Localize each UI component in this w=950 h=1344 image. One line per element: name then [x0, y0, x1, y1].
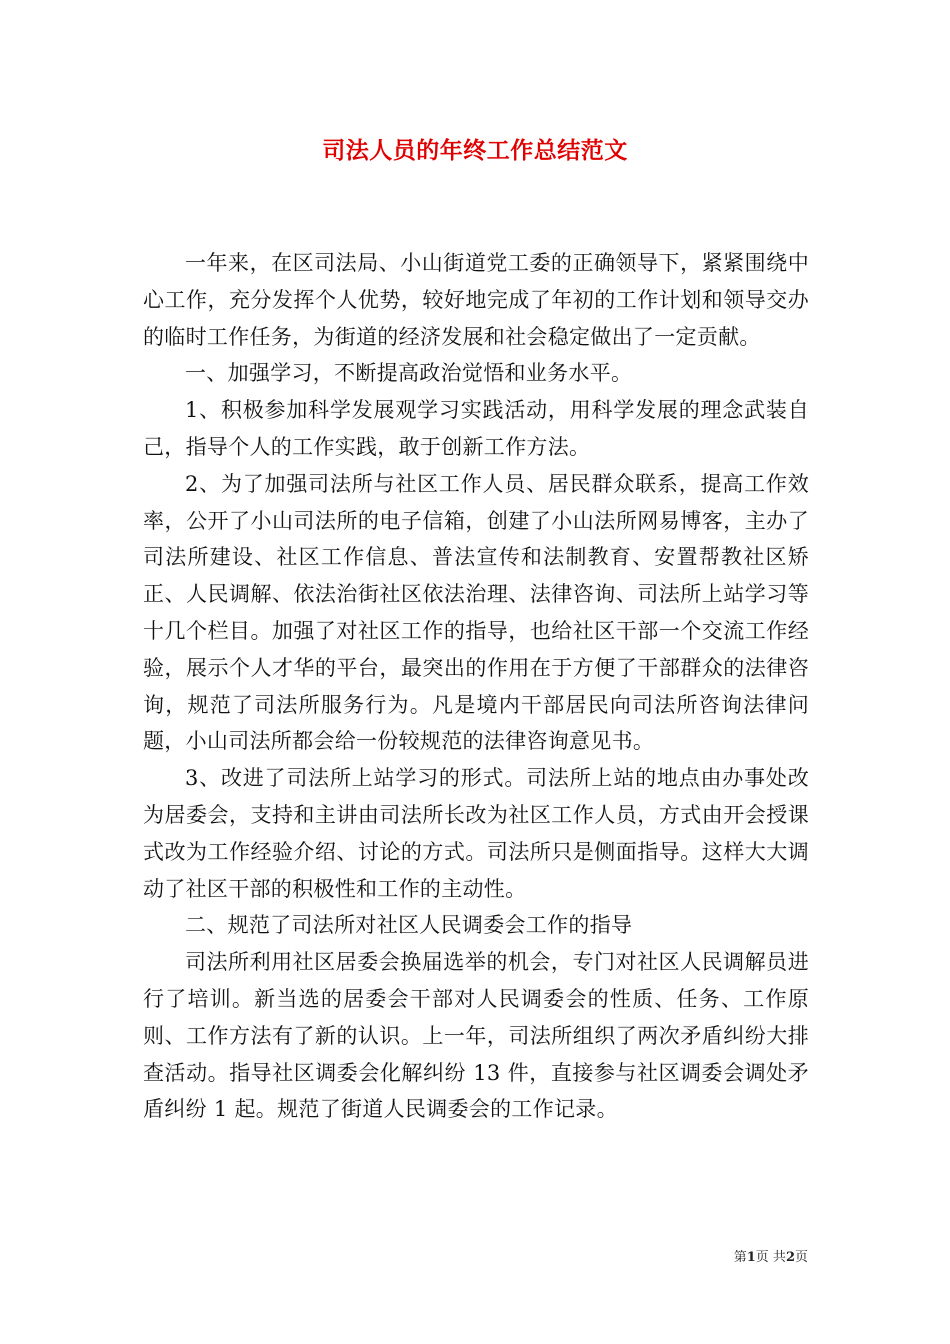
page-number-footer	[0, 1246, 808, 1265]
section-heading-1: 一、加强学习，不断提高政治觉悟和业务水平。	[185, 361, 633, 386]
paragraph-item-3: 3、改进了司法所上站学习的形式。司法所上站的地点由办事处改为居委会，支持和主讲由司法所长改为社区工作人员，方式由开会授课式改为工作经验介绍、讨论的方式。司法所只是侧面指导。这样大大调动了社区干部的积极性和工作的主动性。	[143, 766, 809, 901]
footer-prefix: 第	[733, 1250, 747, 1265]
paragraph-mediation: 司法所利用社区居委会换届选举的机会，专门对社区人民调解员进行了培训。新当选的居委会干部对人民调委会的性质、任务、工作原则、工作方法有了新的认识。上一年，司法所组织了两次矛盾纠纷大排查活动。指导社区调委会化解纠纷 13 件，直接参与社区调委会调处矛盾纠纷 1 起。规范了街道人民调委会的工作记录。	[143, 950, 809, 1122]
section-heading-2: 二、规范了司法所对社区人民调委会工作的指导	[185, 913, 633, 938]
paragraph-intro: 一年来，在区司法局、小山街道党工委的正确领导下，紧紧围绕中心工作，充分发挥个人优势，较好地完成了年初的工作计划和领导交办的临时工作任务，为街道的经济发展和社会稳定做出了一定贡献。	[143, 251, 809, 349]
paragraph-item-1: 1、积极参加科学发展观学习实践活动，用科学发展的理念武装自己，指导个人的工作实践，敢于创新工作方法。	[143, 398, 809, 459]
total-page-number: 2	[785, 1250, 795, 1265]
footer-middle: 页 共	[755, 1250, 786, 1265]
document-title: 司法人员的年终工作总结范文	[322, 138, 628, 164]
document-body	[143, 245, 809, 1128]
paragraph-item-2: 2、为了加强司法所与社区工作人员、居民群众联系，提高工作效率，公开了小山司法所的电子信箱，创建了小山法所网易博客，主办了司法所建设、社区工作信息、普法宣传和法制教育、安置帮教社区矫正、人民调解、依法治街社区依法治理、法律咨询、司法所上站学习等十几个栏目。加强了对社区工作的指导，也给社区干部一个交流工作经验，展示个人才华的平台，最突出的作用在于方便了干部群众的法律咨询，规范了司法所服务行为。凡是境内干部居民向司法所咨询法律问题，小山司法所都会给一份较规范的法律咨询意见书。	[143, 471, 809, 754]
footer-suffix: 页	[794, 1250, 808, 1265]
current-page-number: 1	[746, 1250, 756, 1265]
